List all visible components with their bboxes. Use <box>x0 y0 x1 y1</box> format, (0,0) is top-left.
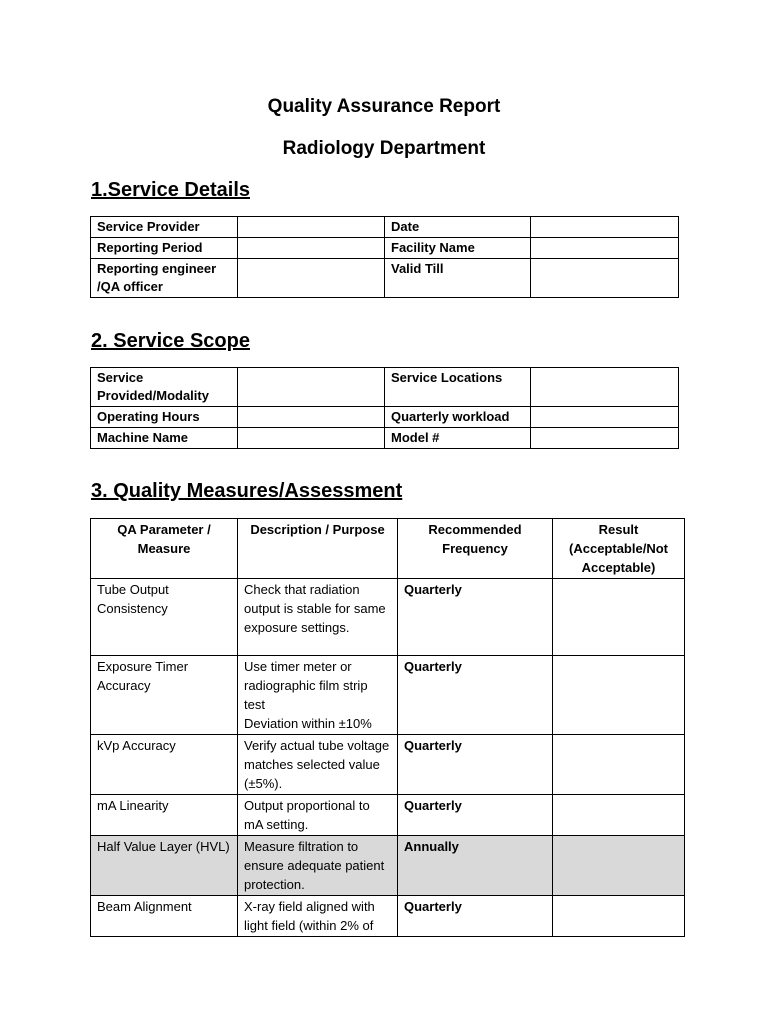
desc-cell: Use timer meter or radiographic film strip test Deviation within ±10% <box>238 656 398 735</box>
value-cell[interactable] <box>531 368 679 407</box>
result-cell[interactable] <box>553 735 685 795</box>
value-cell[interactable] <box>238 217 385 238</box>
value-cell[interactable] <box>238 238 385 259</box>
freq-cell: Quarterly <box>398 795 553 836</box>
label-cell: Machine Name <box>91 428 238 449</box>
result-cell[interactable] <box>553 656 685 735</box>
freq-cell: Quarterly <box>398 896 553 937</box>
desc-cell: Check that radiation output is stable for same exposure settings. <box>238 579 398 656</box>
desc-cell: Measure filtration to ensure adequate patient protection. <box>238 836 398 896</box>
table-row <box>91 259 679 298</box>
param-cell: Tube Output Consistency <box>91 579 238 656</box>
table-header-row <box>91 519 685 579</box>
section-heading-service-scope: 2. Service Scope <box>91 330 250 352</box>
value-cell[interactable] <box>531 428 679 449</box>
table-row <box>91 579 685 656</box>
value-cell[interactable] <box>238 368 385 407</box>
table-row <box>91 407 679 428</box>
label-cell: Service Provided/Modality <box>91 368 238 407</box>
table-row <box>91 368 679 407</box>
value-cell[interactable] <box>531 238 679 259</box>
table-row <box>91 217 679 238</box>
value-cell[interactable] <box>531 259 679 298</box>
table-row <box>91 735 685 795</box>
value-cell[interactable] <box>238 259 385 298</box>
desc-cell: X-ray field aligned with light field (within 2% of <box>238 896 398 937</box>
table-row <box>91 795 685 836</box>
column-header: Result (Acceptable/Not Acceptable) <box>553 519 685 579</box>
report-subtitle: Radiology Department <box>282 138 486 159</box>
label-cell: Valid Till <box>385 259 531 298</box>
table-row <box>91 656 685 735</box>
report-title: Quality Assurance Report <box>267 96 501 117</box>
table-row <box>91 238 679 259</box>
param-cell: mA Linearity <box>91 795 238 836</box>
table-row <box>91 428 679 449</box>
section-heading-service-details: 1.Service Details <box>91 179 250 201</box>
label-cell: Facility Name <box>385 238 531 259</box>
result-cell[interactable] <box>553 795 685 836</box>
label-cell: Model # <box>385 428 531 449</box>
desc-cell: Verify actual tube voltage matches selected value (±5%). <box>238 735 398 795</box>
label-cell: Service Provider <box>91 217 238 238</box>
table-row <box>91 836 685 896</box>
label-cell: Reporting engineer /QA officer <box>91 259 238 298</box>
desc-cell: Output proportional to mA setting. <box>238 795 398 836</box>
freq-cell: Quarterly <box>398 579 553 656</box>
param-cell: Exposure Timer Accuracy <box>91 656 238 735</box>
label-cell: Date <box>385 217 531 238</box>
column-header: Recommended Frequency <box>398 519 553 579</box>
freq-cell: Quarterly <box>398 735 553 795</box>
result-cell[interactable] <box>553 896 685 937</box>
param-cell: Beam Alignment <box>91 896 238 937</box>
label-cell: Operating Hours <box>91 407 238 428</box>
result-cell[interactable] <box>553 579 685 656</box>
param-cell: kVp Accuracy <box>91 735 238 795</box>
section-heading-quality-measures: 3. Quality Measures/Assessment <box>91 480 403 502</box>
quality-measures-table <box>90 518 685 937</box>
service-scope-table <box>90 367 679 449</box>
label-cell: Service Locations <box>385 368 531 407</box>
value-cell[interactable] <box>531 217 679 238</box>
label-cell: Reporting Period <box>91 238 238 259</box>
label-cell: Quarterly workload <box>385 407 531 428</box>
freq-cell: Quarterly <box>398 656 553 735</box>
column-header: QA Parameter / Measure <box>91 519 238 579</box>
param-cell: Half Value Layer (HVL) <box>91 836 238 896</box>
value-cell[interactable] <box>238 428 385 449</box>
freq-cell: Annually <box>398 836 553 896</box>
column-header: Description / Purpose <box>238 519 398 579</box>
table-row <box>91 896 685 937</box>
value-cell[interactable] <box>531 407 679 428</box>
service-details-table <box>90 216 679 298</box>
value-cell[interactable] <box>238 407 385 428</box>
result-cell[interactable] <box>553 836 685 896</box>
